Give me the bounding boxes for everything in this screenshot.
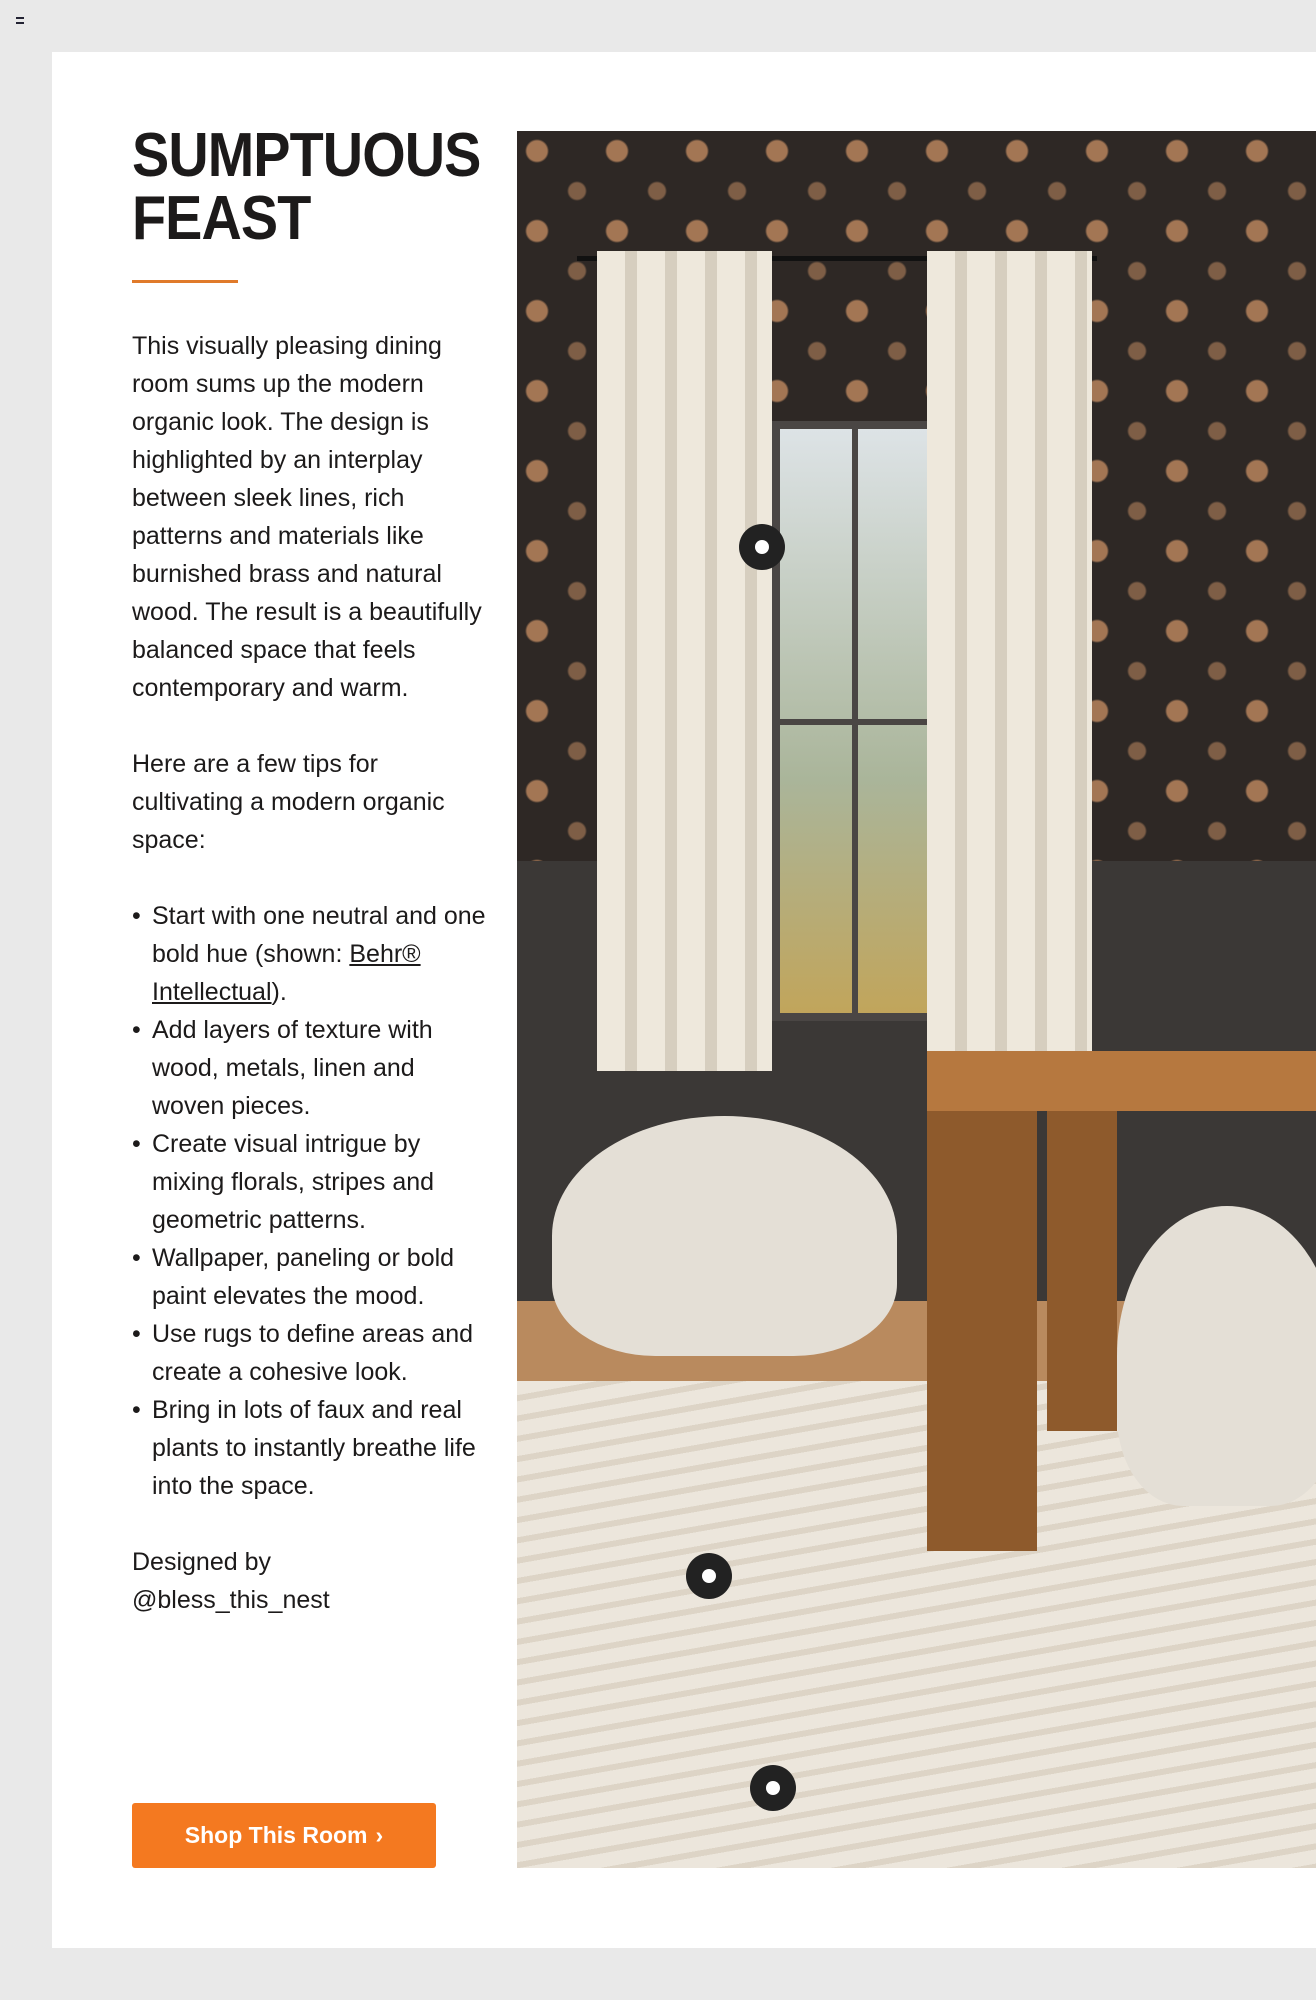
menu-icon[interactable] xyxy=(16,17,24,24)
table-leg xyxy=(927,1111,1037,1551)
list-item: • Create visual intrigue by mixing florals, stripes and geometric patterns. xyxy=(132,1125,492,1239)
chair-right xyxy=(1117,1206,1316,1506)
window xyxy=(772,421,937,1021)
designer-handle: @bless_this_nest xyxy=(132,1586,330,1614)
chevron-right-icon: › xyxy=(375,1822,384,1848)
room-photo xyxy=(517,131,1316,1868)
title-divider xyxy=(132,280,238,283)
page xyxy=(52,52,1316,1948)
intro-text: This visually pleasing dining room sums up the modern organic look. The design is highlighted by an interplay between sleek lines, rich patterns and materials like burnished brass and natural wood. The result is a beautifully balanced space that feels contemporary and warm. xyxy=(132,332,482,702)
dining-table xyxy=(927,1051,1316,1111)
list-item: • Wallpaper, paneling or bold paint elevates the mood. xyxy=(132,1239,492,1315)
tips-list xyxy=(132,897,492,1505)
page-title: SUMPTUOUS FEAST xyxy=(132,121,481,253)
list-item: • Bring in lots of faux and real plants to instantly breathe life into the space. xyxy=(132,1391,492,1505)
curtain-right xyxy=(927,251,1092,1071)
designer-credit: Designed by @bless_this_nest xyxy=(132,1548,330,1614)
table-leg xyxy=(1047,1111,1117,1431)
list-item: • Start with one neutral and one bold hue (shown: Behr® Intellectual). xyxy=(132,897,492,1011)
curtain-left xyxy=(597,251,772,1071)
product-hotspot[interactable] xyxy=(739,524,785,570)
chair-left xyxy=(552,1116,897,1356)
button-label: Shop This Room xyxy=(184,1822,368,1848)
product-hotspot[interactable] xyxy=(686,1553,732,1599)
behr-intellectual-link[interactable]: Behr® Intellectual xyxy=(152,940,421,1006)
list-item: • Add layers of texture with wood, metals, linen and woven pieces. xyxy=(132,1011,492,1125)
list-item: • Use rugs to define areas and create a cohesive look. xyxy=(132,1315,492,1391)
product-hotspot[interactable] xyxy=(750,1765,796,1811)
tips-intro: Here are a few tips for cultivating a modern organic space: xyxy=(132,750,445,854)
article-body xyxy=(132,327,492,1657)
shop-this-room-button[interactable] xyxy=(132,1803,436,1868)
